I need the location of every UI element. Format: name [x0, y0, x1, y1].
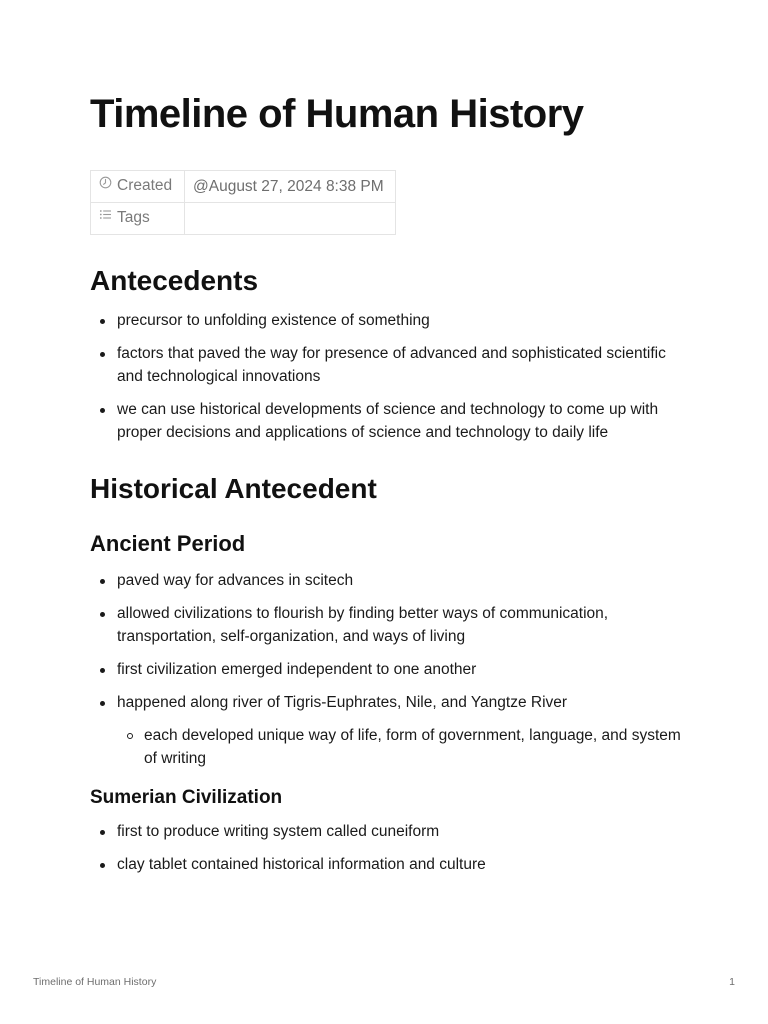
heading-ancient-period: Ancient Period — [90, 531, 246, 556]
footer-page-number: 1 — [729, 976, 735, 988]
list-item: factors that paved the way for presence of advanced and sophisticated scientific and technological innovations — [90, 342, 690, 388]
property-key-tags — [91, 203, 185, 235]
property-value-created[interactable]: @August 27, 2024 8:38 PM — [185, 171, 396, 203]
list-item: paved way for advances in scitech — [90, 569, 690, 592]
list-item: allowed civilizations to flourish by finding better ways of communication, transportation, self-organization, and ways of living — [90, 602, 690, 648]
heading-historical-antecedent: Historical Antecedent — [90, 473, 377, 504]
property-value-tags[interactable] — [185, 203, 396, 235]
property-key-created — [91, 171, 185, 203]
list-item: clay tablet contained historical information and culture — [90, 853, 690, 876]
list-item-text: happened along river of Tigris-Euphrates, Nile, and Yangtze River — [117, 694, 568, 711]
list-item: first to produce writing system called cuneiform — [90, 820, 690, 843]
property-row-created — [91, 171, 396, 203]
antecedents-list — [90, 309, 690, 454]
property-label-tags: Tags — [117, 209, 150, 227]
property-label-created: Created — [117, 177, 173, 195]
list-item: first civilization emerged independent to one another — [90, 658, 690, 681]
nested-list-item: each developed unique way of life, form of government, language, and system of writing — [117, 724, 690, 770]
page-title: Timeline of Human History — [90, 92, 584, 136]
list-item: we can use historical developments of science and technology to come up with proper decisions and applications of science and technology to daily life — [90, 398, 690, 444]
list-icon — [99, 208, 113, 226]
list-item — [90, 691, 690, 770]
heading-antecedents: Antecedents — [90, 265, 259, 296]
property-row-tags — [91, 203, 396, 235]
ancient-period-list — [90, 569, 690, 780]
properties-table — [90, 170, 396, 235]
footer-title: Timeline of Human History — [33, 976, 157, 988]
nested-list — [117, 724, 690, 770]
sumerian-list — [90, 820, 690, 886]
list-item: precursor to unfolding existence of something — [90, 309, 690, 332]
clock-icon — [99, 176, 113, 194]
heading-sumerian-civilization: Sumerian Civilization — [90, 787, 283, 808]
